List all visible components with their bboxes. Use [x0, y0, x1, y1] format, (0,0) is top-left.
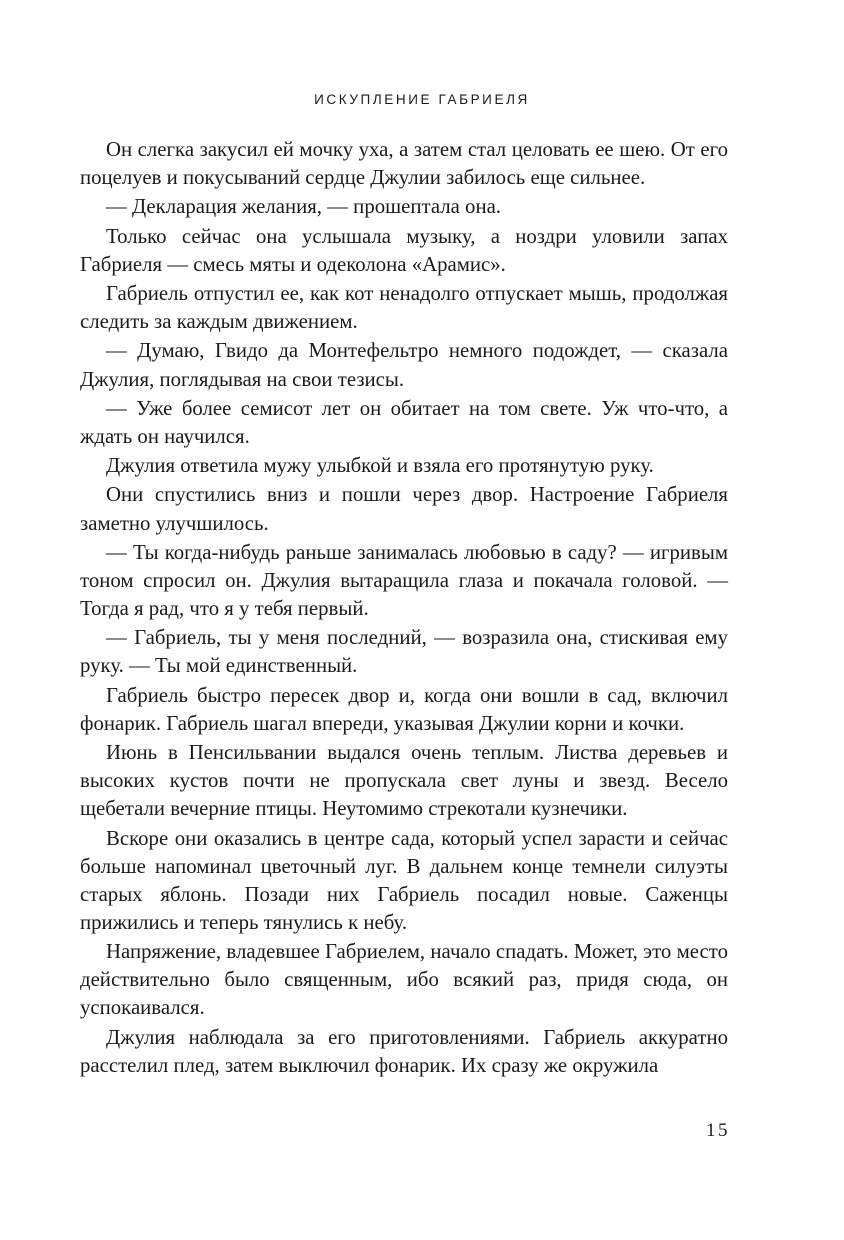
paragraph: Он слегка закусил ей мочку уха, а затем стал целовать ее шею. От его поцелуев и покусываний сердце Джулии забилось еще сильнее. [80, 138, 728, 190]
page-number: 15 [706, 1120, 730, 1141]
paragraph: Только сейчас она услышала музыку, а ноздри уловили запах Габриеля — смесь мяты и одеколона «Арамис». [80, 224, 728, 276]
paragraph: Напряжение, владевшее Габриелем, начало спадать. Может, это место действительно было священным, ибо всякий раз, придя сюда, он успокаивался. [80, 940, 728, 1020]
paragraph: Июнь в Пенсильвании выдался очень теплым. Листва деревьев и высоких кустов почти не пропускала свет луны и звезд. Весело щебетали вечерние птицы. Неутомимо стрекотали кузнечики. [80, 741, 728, 821]
paragraph: Габриель отпустил ее, как кот ненадолго отпускает мышь, продолжая следить за каждым движением. [80, 282, 728, 334]
paragraph: — Думаю, Гвидо да Монтефельтро немного подождет, — сказала Джулия, поглядывая на свои тезисы. [80, 339, 728, 391]
paragraph: Габриель быстро пересек двор и, когда они вошли в сад, включил фонарик. Габриель шагал впереди, указывая Джулии корни и кочки. [80, 683, 728, 735]
paragraph: — Декларация желания, — прошептала она. [106, 195, 502, 219]
paragraph: — Габриель, ты у меня последний, — возразила она, стискивая ему руку. — Ты мой единственный. [80, 626, 728, 678]
running-head: ИСКУПЛЕНИЕ ГАБРИЕЛЯ [314, 92, 530, 107]
paragraph: — Ты когда-нибудь раньше занималась любовью в саду? — игривым тоном спросил он. Джулия вытаращила глаза и покачала головой. — Тогда я рад, что я у тебя первый. [80, 540, 728, 620]
paragraph: Вскоре они оказались в центре сада, который успел зарасти и сейчас больше напоминал цветочный луг. В дальнем конце темнели силуэты старых яблонь. Позади них Габриель посадил новые. Саженцы прижились и теперь тянулись к небу. [80, 826, 728, 934]
body-text [80, 136, 728, 1081]
paragraph: — Уже более семисот лет он обитает на том свете. Уж что-что, а ждать он научился. [80, 396, 728, 448]
paragraph: Они спустились вниз и пошли через двор. Настроение Габриеля заметно улучшилось. [80, 483, 728, 535]
paragraph: Джулия ответила мужу улыбкой и взяла его протянутую руку. [106, 454, 654, 478]
paragraph: Джулия наблюдала за его приготовлениями. Габриель аккуратно расстелил плед, затем выключил фонарик. Их сразу же окружила [80, 1025, 728, 1077]
